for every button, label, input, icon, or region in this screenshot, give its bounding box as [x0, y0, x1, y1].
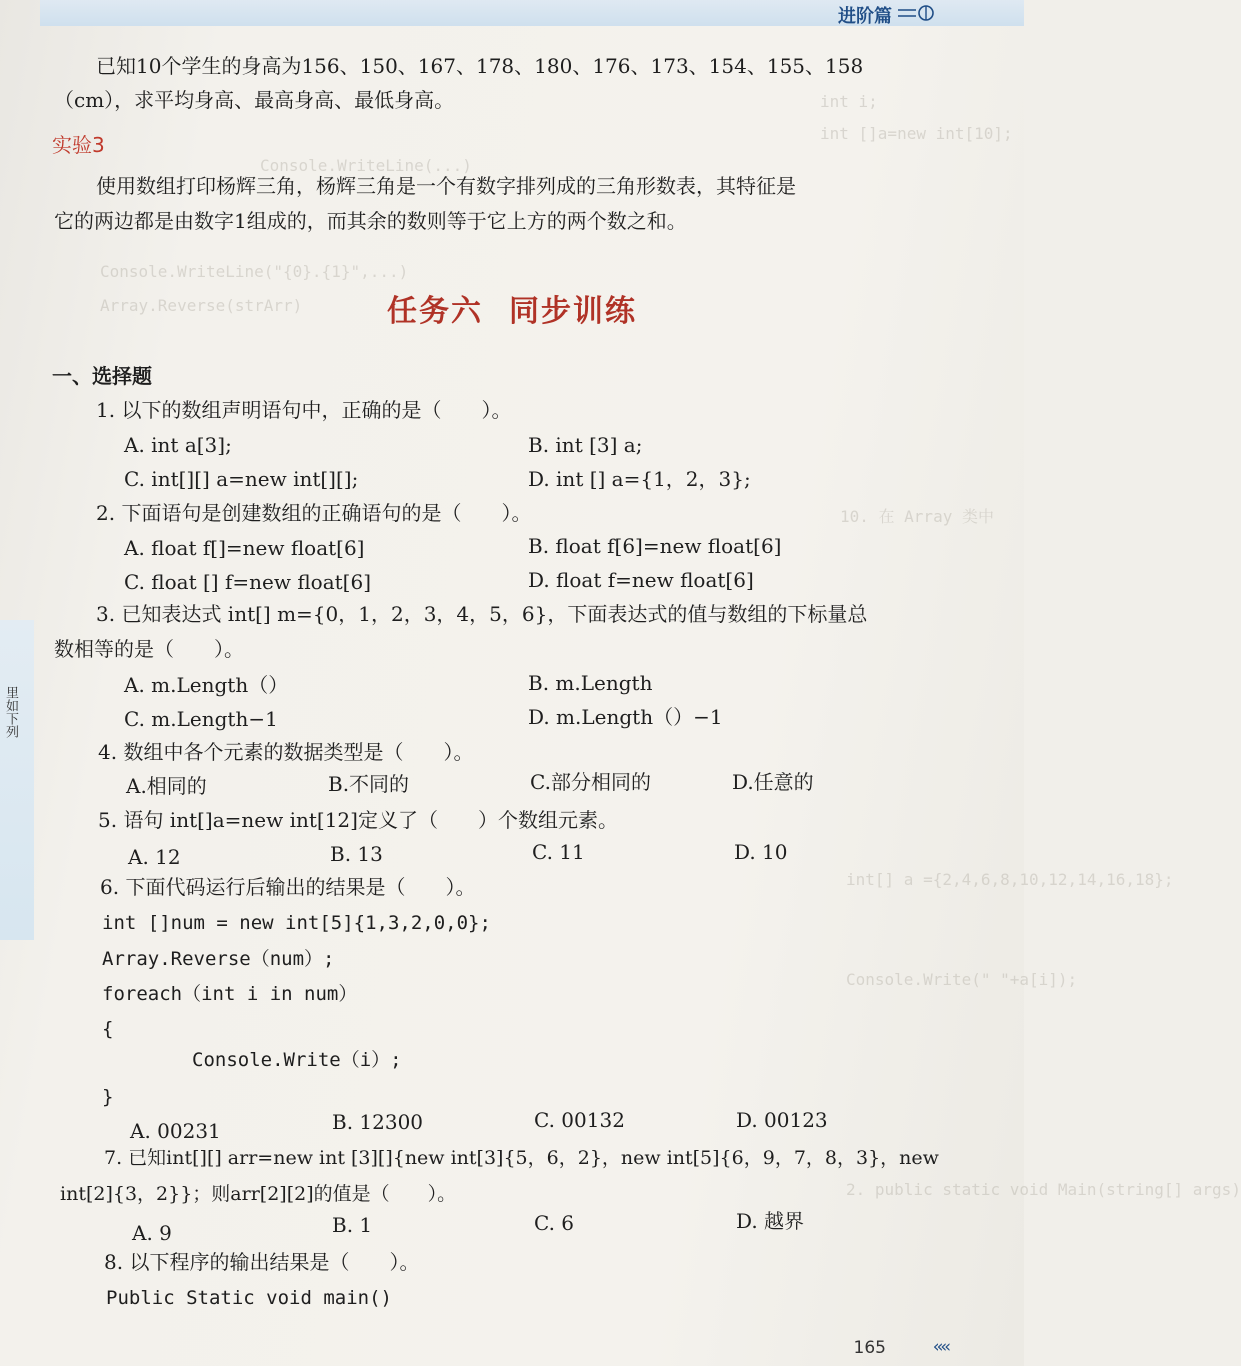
- bleed-through-text: 2. public static void Main(string[] args): [846, 1180, 1241, 1199]
- intro-line-2: （cm），求平均身高、最高身高、最低身高。: [54, 88, 455, 112]
- question-8-code-line: Public Static void main(): [106, 1287, 392, 1309]
- question-6-option-a: A. 00231: [130, 1119, 221, 1143]
- question-3-option-b: B. m.Length: [528, 671, 653, 695]
- margin-note: 里如下列: [3, 686, 18, 738]
- question-5-option-a: A. 12: [128, 845, 181, 869]
- question-2-stem: 2. 下面语句是创建数组的正确语句的是（ ）。: [96, 501, 532, 525]
- question-1-option-c: C. int[][] a=new int[][];: [124, 467, 359, 491]
- bleed-through-text: Array.Reverse(strArr): [100, 296, 303, 315]
- question-3-option-d: D. m.Length（）−1: [528, 705, 723, 729]
- pen-icon: [898, 4, 938, 22]
- question-5-option-b: B. 13: [330, 842, 383, 866]
- question-1-option-d: D. int [] a={1，2，3};: [528, 467, 751, 491]
- question-1-stem: 1. 以下的数组声明语句中，正确的是（ ）。: [96, 398, 512, 422]
- question-7-stem-line-2: int[2]{3，2}}；则arr[2][2]的值是（ ）。: [60, 1183, 457, 1205]
- question-2-option-c: C. float [] f=new float[6]: [124, 570, 371, 594]
- section-title: 一、选择题: [52, 364, 152, 388]
- question-6-code-line: Array.Reverse（num）;: [102, 948, 335, 970]
- question-5-option-d: D. 10: [734, 840, 788, 864]
- question-8-stem: 8. 以下程序的输出结果是（ ）。: [104, 1250, 420, 1274]
- question-1-option-a: A. int a[3];: [124, 433, 232, 457]
- question-4-option-b: B.不同的: [328, 772, 410, 796]
- bleed-through-text: int[] a ={2,4,6,8,10,12,14,16,18};: [846, 870, 1174, 889]
- bleed-through-text: int i;: [820, 92, 878, 111]
- question-7-option-a: A. 9: [132, 1221, 172, 1245]
- task-heading-part1: 任务六: [387, 294, 483, 329]
- question-3-stem-line-1: 3. 已知表达式 int[] m={0，1，2，3，4，5，6}，下面表达式的值与数组的下标量总: [96, 602, 868, 626]
- bleed-through-text: Console.WriteLine(...): [260, 156, 472, 175]
- question-4-option-d: D.任意的: [732, 770, 814, 794]
- question-2-option-a: A. float f[]=new float[6]: [124, 536, 365, 560]
- question-4-stem: 4. 数组中各个元素的数据类型是（ ）。: [98, 740, 474, 764]
- question-3-stem-line-2: 数相等的是（ ）。: [54, 637, 244, 661]
- page-spine: [0, 620, 34, 940]
- task-heading-part2: 同步训练: [509, 294, 637, 329]
- section-tag: 进阶篇: [838, 6, 892, 27]
- question-2-option-d: D. float f=new float[6]: [528, 568, 754, 592]
- page-number: 165: [853, 1338, 886, 1358]
- bleed-through-text: Console.Write(" "+a[i]);: [846, 970, 1078, 989]
- question-5-option-c: C. 11: [532, 840, 585, 864]
- question-3-option-c: C. m.Length−1: [124, 707, 278, 731]
- question-5-stem: 5. 语句 int[]a=new int[12]定义了（ ）个数组元素。: [98, 808, 618, 832]
- bleed-through-text: int []a=new int[10];: [820, 124, 1013, 143]
- question-6-option-b: B. 12300: [332, 1110, 424, 1134]
- question-6-stem: 6. 下面代码运行后输出的结果是（ ）。: [100, 875, 476, 899]
- question-1-option-b: B. int [3] a;: [528, 433, 643, 457]
- question-6-code-line: {: [102, 1018, 114, 1040]
- question-7-stem-line-1: 7. 已知int[][] arr=new int [3][]{new int[3]{5，6，2}，new int[5]{6，9，7，8，3}，new: [104, 1147, 939, 1169]
- experiment-title: 实验3: [52, 133, 105, 157]
- question-6-option-d: D. 00123: [736, 1108, 828, 1132]
- question-6-code-line: int []num = new int[5]{1,3,2,0,0};: [102, 912, 491, 934]
- bleed-through-text: Console.WriteLine("{0}.{1}",...): [100, 262, 409, 281]
- question-7-option-c: C. 6: [534, 1211, 575, 1235]
- bleed-through-text: 10. 在 Array 类中: [840, 507, 994, 526]
- question-6-code-line: }: [102, 1086, 114, 1108]
- chevron-left-icon: ‹‹‹‹: [932, 1337, 948, 1357]
- question-6-option-c: C. 00132: [534, 1108, 625, 1132]
- experiment-line-1: 使用数组打印杨辉三角，杨辉三角是一个有数字排列成的三角形数表，其特征是: [96, 174, 796, 198]
- intro-line-1: 已知10个学生的身高为156、150、167、178、180、176、173、154、155、158: [96, 54, 864, 78]
- question-4-option-a: A.相同的: [126, 774, 207, 798]
- question-6-code-line: Console.Write（i）;: [192, 1049, 402, 1071]
- question-4-option-c: C.部分相同的: [530, 770, 651, 794]
- question-7-option-d: D. 越界: [736, 1209, 805, 1233]
- question-2-option-b: B. float f[6]=new float[6]: [528, 534, 782, 558]
- question-3-option-a: A. m.Length（）: [124, 673, 289, 697]
- experiment-line-2: 它的两边都是由数字1组成的，而其余的数则等于它上方的两个数之和。: [54, 209, 687, 233]
- question-6-code-line: foreach（int i in num）: [102, 983, 358, 1005]
- question-7-option-b: B. 1: [332, 1213, 373, 1237]
- task-heading: [0, 286, 1024, 330]
